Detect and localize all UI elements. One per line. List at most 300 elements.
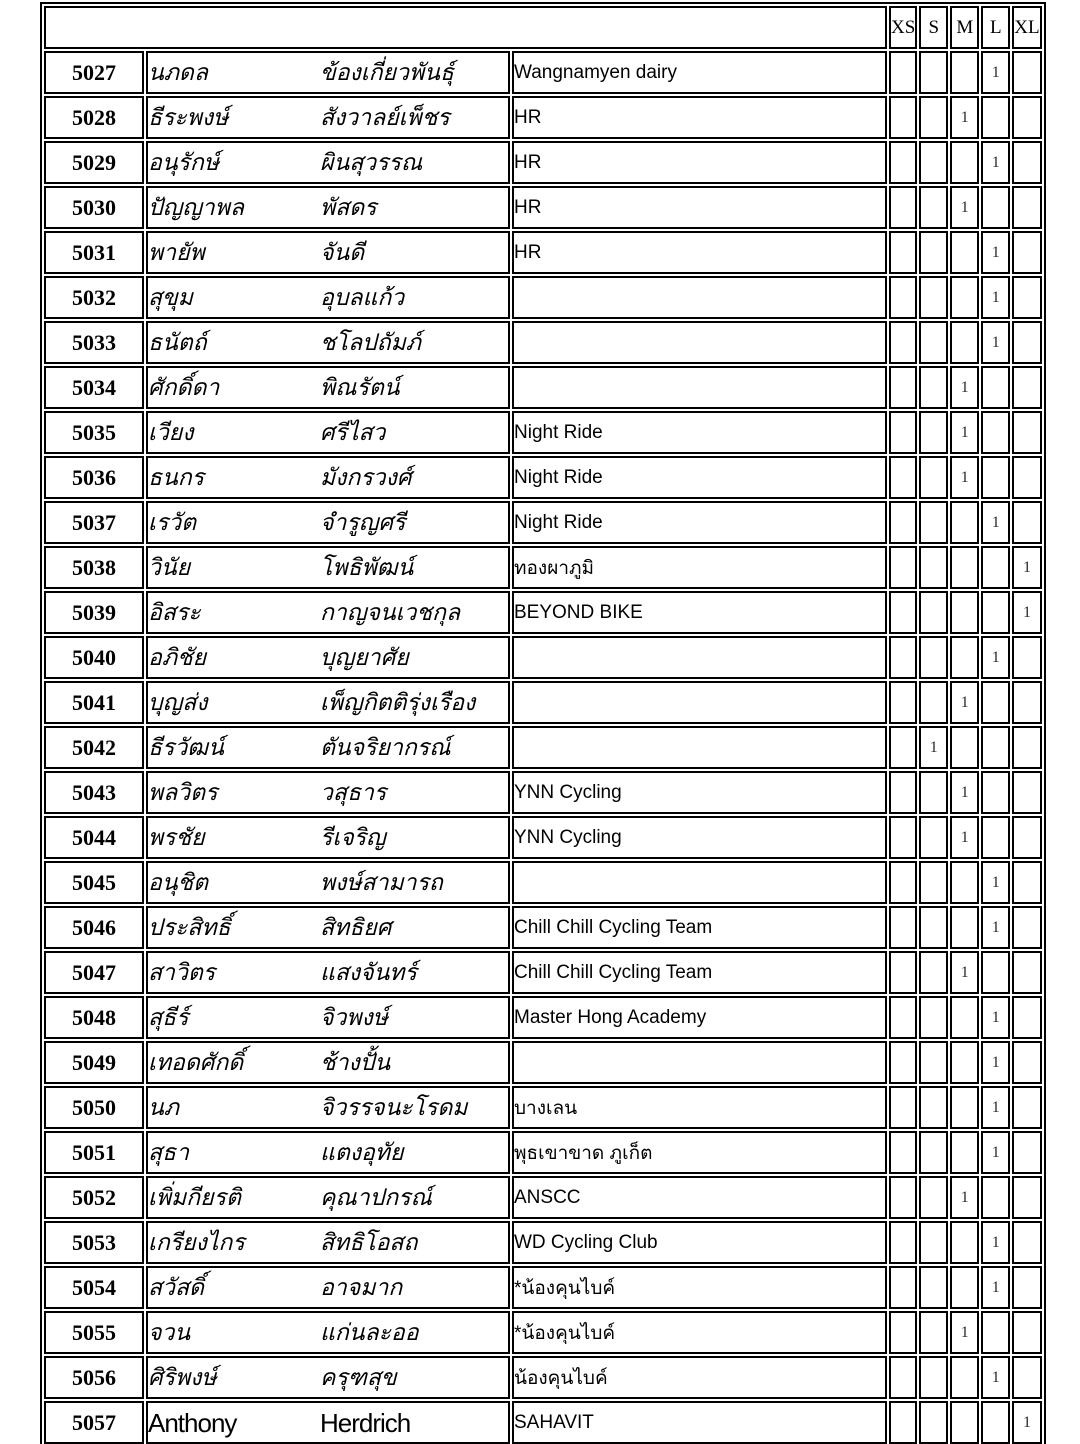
size-cell-l xyxy=(981,186,1010,229)
rider-id: 5037 xyxy=(44,501,144,544)
rider-name xyxy=(146,1356,510,1399)
size-cell-s xyxy=(919,681,948,724)
size-cell-xl xyxy=(1012,276,1041,319)
rider-id: 5050 xyxy=(44,1086,144,1129)
rider-id: 5055 xyxy=(44,1311,144,1354)
team-name: พุธเขาขาด ภูเก็ต xyxy=(512,1131,887,1174)
size-mark-xl: 1 xyxy=(1012,546,1041,589)
size-cell-xl xyxy=(1012,726,1041,769)
last-name: จิวพงษ์ xyxy=(320,1004,388,1030)
last-name: วสุธาร xyxy=(320,779,387,805)
size-cell-s xyxy=(919,816,948,859)
table-row xyxy=(44,1086,1042,1129)
size-column-header-m: M xyxy=(950,6,979,49)
rider-id: 5041 xyxy=(44,681,144,724)
first-name: ศักดิ์ดา xyxy=(148,374,220,400)
last-name: Herdrich xyxy=(320,1407,411,1438)
last-name: มังกรวงศ์ xyxy=(320,464,412,490)
team-name: *น้องคุนไบค์ xyxy=(512,1266,887,1309)
size-cell-s xyxy=(919,366,948,409)
size-cell-s xyxy=(919,1401,948,1444)
team-name: YNN Cycling xyxy=(512,816,887,859)
rider-name xyxy=(146,906,510,949)
size-cell-s xyxy=(919,321,948,364)
size-cell-xs xyxy=(889,501,917,544)
size-cell-m xyxy=(950,321,979,364)
size-cell-m xyxy=(950,996,979,1039)
first-name: อภิชัย xyxy=(148,644,207,670)
rider-name xyxy=(146,996,510,1039)
table-row xyxy=(44,546,1042,589)
size-cell-s xyxy=(919,1086,948,1129)
first-name: สวัสดิ์ xyxy=(148,1274,204,1300)
size-cell-s xyxy=(919,501,948,544)
size-mark-l: 1 xyxy=(981,1356,1010,1399)
team-name: Chill Chill Cycling Team xyxy=(512,951,887,994)
first-name: อนุชิต xyxy=(148,869,209,895)
first-name: ธนัตถ์ xyxy=(148,329,207,355)
size-cell-s xyxy=(919,1176,948,1219)
size-cell-xs xyxy=(889,1131,917,1174)
first-name: ธนกร xyxy=(148,464,205,490)
last-name: ข้องเกี่ยวพันธุ์ xyxy=(320,59,454,85)
team-name: *น้องคุนไบค์ xyxy=(512,1311,887,1354)
registration-table xyxy=(40,2,1046,1444)
table-row xyxy=(44,141,1042,184)
size-mark-m: 1 xyxy=(950,771,979,814)
table-row xyxy=(44,591,1042,634)
rider-id: 5039 xyxy=(44,591,144,634)
size-mark-l: 1 xyxy=(981,141,1010,184)
size-cell-xs xyxy=(889,96,917,139)
size-cell-s xyxy=(919,636,948,679)
rider-id: 5044 xyxy=(44,816,144,859)
rider-id: 5035 xyxy=(44,411,144,454)
team-name: HR xyxy=(512,141,887,184)
team-name xyxy=(512,861,887,904)
size-mark-l: 1 xyxy=(981,1221,1010,1264)
first-name: ศิริพงษ์ xyxy=(148,1364,217,1390)
size-mark-l: 1 xyxy=(981,1131,1010,1174)
table-row xyxy=(44,96,1042,139)
table-row xyxy=(44,366,1042,409)
size-cell-xl xyxy=(1012,186,1041,229)
team-name xyxy=(512,1041,887,1084)
size-cell-l xyxy=(981,771,1010,814)
size-cell-xs xyxy=(889,51,917,94)
size-cell-s xyxy=(919,141,948,184)
header-spacer xyxy=(44,6,887,49)
team-name xyxy=(512,321,887,364)
table-row xyxy=(44,1131,1042,1174)
last-name: พงษ์สามารถ xyxy=(320,869,443,895)
rider-name xyxy=(146,1131,510,1174)
size-cell-xl xyxy=(1012,51,1041,94)
rider-name xyxy=(146,951,510,994)
size-cell-s xyxy=(919,861,948,904)
size-mark-l: 1 xyxy=(981,1086,1010,1129)
rider-name xyxy=(146,681,510,724)
rider-name xyxy=(146,411,510,454)
rider-name xyxy=(146,501,510,544)
size-cell-xs xyxy=(889,456,917,499)
size-cell-xl xyxy=(1012,231,1041,274)
table-row xyxy=(44,996,1042,1039)
team-name: SAHAVIT xyxy=(512,1401,887,1444)
rider-id: 5048 xyxy=(44,996,144,1039)
rider-name xyxy=(146,96,510,139)
size-cell-xs xyxy=(889,906,917,949)
size-cell-xs xyxy=(889,1266,917,1309)
last-name: รีเจริญ xyxy=(320,824,386,850)
size-cell-xl xyxy=(1012,906,1041,949)
size-cell-xl xyxy=(1012,681,1041,724)
size-mark-m: 1 xyxy=(950,96,979,139)
size-mark-m: 1 xyxy=(950,366,979,409)
rider-id: 5032 xyxy=(44,276,144,319)
table-row xyxy=(44,276,1042,319)
size-cell-l xyxy=(981,96,1010,139)
size-cell-xs xyxy=(889,276,917,319)
size-cell-xs xyxy=(889,816,917,859)
table-row xyxy=(44,861,1042,904)
size-mark-xl: 1 xyxy=(1012,591,1041,634)
last-name: แตงอุทัย xyxy=(320,1139,404,1165)
size-cell-xs xyxy=(889,591,917,634)
first-name: พรชัย xyxy=(148,824,205,850)
team-name: HR xyxy=(512,96,887,139)
rider-id: 5038 xyxy=(44,546,144,589)
size-mark-l: 1 xyxy=(981,996,1010,1039)
team-name: HR xyxy=(512,186,887,229)
rider-name xyxy=(146,366,510,409)
size-cell-xs xyxy=(889,1311,917,1354)
rider-id: 5046 xyxy=(44,906,144,949)
rider-id: 5053 xyxy=(44,1221,144,1264)
size-column-header-l: L xyxy=(981,6,1010,49)
rider-id: 5049 xyxy=(44,1041,144,1084)
team-name: YNN Cycling xyxy=(512,771,887,814)
size-cell-m xyxy=(950,636,979,679)
table-row xyxy=(44,1401,1042,1444)
last-name: ตันจริยากรณ์ xyxy=(320,734,451,760)
size-mark-m: 1 xyxy=(950,816,979,859)
first-name: นภดล xyxy=(148,59,208,85)
size-cell-xs xyxy=(889,411,917,454)
size-cell-xl xyxy=(1012,861,1041,904)
size-cell-xs xyxy=(889,726,917,769)
rider-name xyxy=(146,141,510,184)
rider-id: 5027 xyxy=(44,51,144,94)
size-cell-m xyxy=(950,726,979,769)
table-row xyxy=(44,636,1042,679)
rider-name xyxy=(146,771,510,814)
size-mark-l: 1 xyxy=(981,51,1010,94)
team-name xyxy=(512,276,887,319)
size-column-header-xl: XL xyxy=(1012,6,1041,49)
last-name: สังวาลย์เพ็ชร xyxy=(320,104,450,130)
size-cell-l xyxy=(981,726,1010,769)
first-name: พลวิตร xyxy=(148,779,218,805)
team-name: Master Hong Academy xyxy=(512,996,887,1039)
last-name: พิณรัตน์ xyxy=(320,374,400,400)
size-cell-xs xyxy=(889,681,917,724)
rider-id: 5042 xyxy=(44,726,144,769)
size-cell-xl xyxy=(1012,1356,1041,1399)
first-name: บุญส่ง xyxy=(148,689,208,715)
size-cell-xs xyxy=(889,1401,917,1444)
rider-id: 5040 xyxy=(44,636,144,679)
size-cell-m xyxy=(950,1266,979,1309)
team-name: Night Ride xyxy=(512,411,887,454)
size-cell-s xyxy=(919,231,948,274)
team-name: บางเลน xyxy=(512,1086,887,1129)
size-cell-xl xyxy=(1012,321,1041,364)
rider-id: 5029 xyxy=(44,141,144,184)
size-cell-xl xyxy=(1012,951,1041,994)
rider-name xyxy=(146,636,510,679)
size-cell-m xyxy=(950,546,979,589)
size-cell-xl xyxy=(1012,636,1041,679)
size-cell-xl xyxy=(1012,1176,1041,1219)
size-cell-s xyxy=(919,591,948,634)
registration-table-body xyxy=(44,6,1042,1444)
size-cell-l xyxy=(981,366,1010,409)
size-cell-xs xyxy=(889,1176,917,1219)
team-name xyxy=(512,681,887,724)
size-cell-l xyxy=(981,456,1010,499)
team-name xyxy=(512,636,887,679)
first-name: เวียง xyxy=(148,419,194,445)
size-cell-m xyxy=(950,1131,979,1174)
size-mark-l: 1 xyxy=(981,501,1010,544)
size-cell-xs xyxy=(889,231,917,274)
last-name: คุณาปกรณ์ xyxy=(320,1184,432,1210)
size-cell-xl xyxy=(1012,411,1041,454)
last-name: พัสดร xyxy=(320,194,377,220)
size-mark-m: 1 xyxy=(950,411,979,454)
size-cell-xl xyxy=(1012,141,1041,184)
first-name: เพิ่มกียรติ xyxy=(148,1184,241,1210)
table-row xyxy=(44,321,1042,364)
rider-name xyxy=(146,276,510,319)
table-row xyxy=(44,411,1042,454)
size-cell-l xyxy=(981,681,1010,724)
table-row xyxy=(44,906,1042,949)
rider-id: 5051 xyxy=(44,1131,144,1174)
last-name: ชโลปถัมภ์ xyxy=(320,329,421,355)
size-cell-s xyxy=(919,546,948,589)
size-mark-l: 1 xyxy=(981,636,1010,679)
size-cell-xs xyxy=(889,186,917,229)
size-mark-m: 1 xyxy=(950,951,979,994)
size-cell-s xyxy=(919,456,948,499)
size-cell-s xyxy=(919,771,948,814)
size-cell-xl xyxy=(1012,96,1041,139)
rider-name xyxy=(146,1401,510,1444)
size-column-header-xs: XS xyxy=(889,6,917,49)
last-name: แก่นละออ xyxy=(320,1319,419,1345)
table-row xyxy=(44,1176,1042,1219)
size-cell-m xyxy=(950,906,979,949)
team-name: Night Ride xyxy=(512,501,887,544)
rider-name xyxy=(146,591,510,634)
size-mark-m: 1 xyxy=(950,186,979,229)
rider-name xyxy=(146,861,510,904)
size-mark-l: 1 xyxy=(981,1266,1010,1309)
rider-name xyxy=(146,1311,510,1354)
last-name: บุญยาศัย xyxy=(320,644,409,670)
size-cell-m xyxy=(950,141,979,184)
size-column-header-s: S xyxy=(919,6,948,49)
team-name: HR xyxy=(512,231,887,274)
first-name: เทอดศักดิ์ xyxy=(148,1049,244,1075)
rider-id: 5028 xyxy=(44,96,144,139)
size-cell-m xyxy=(950,1356,979,1399)
size-cell-s xyxy=(919,1221,948,1264)
team-name: BEYOND BIKE xyxy=(512,591,887,634)
table-row xyxy=(44,501,1042,544)
size-cell-m xyxy=(950,591,979,634)
team-name: น้องคุนไบค์ xyxy=(512,1356,887,1399)
table-row xyxy=(44,771,1042,814)
size-cell-xl xyxy=(1012,771,1041,814)
rider-id: 5047 xyxy=(44,951,144,994)
last-name: ศรีไสว xyxy=(320,419,386,445)
table-row xyxy=(44,51,1042,94)
size-cell-l xyxy=(981,1311,1010,1354)
table-row xyxy=(44,1311,1042,1354)
first-name: ธีรวัฒน์ xyxy=(148,734,224,760)
last-name: จันดี xyxy=(320,239,365,265)
first-name: อนุรักษ์ xyxy=(148,149,219,175)
last-name: กาญจนเวชกุล xyxy=(320,599,461,625)
size-cell-xs xyxy=(889,951,917,994)
size-cell-xl xyxy=(1012,1131,1041,1174)
size-mark-l: 1 xyxy=(981,861,1010,904)
team-name: Chill Chill Cycling Team xyxy=(512,906,887,949)
team-name: ANSCC xyxy=(512,1176,887,1219)
size-cell-xl xyxy=(1012,996,1041,1039)
rider-name xyxy=(146,321,510,364)
size-cell-xs xyxy=(889,141,917,184)
size-cell-l xyxy=(981,816,1010,859)
size-cell-l xyxy=(981,411,1010,454)
size-mark-m: 1 xyxy=(950,681,979,724)
rider-id: 5036 xyxy=(44,456,144,499)
last-name: แสงจันทร์ xyxy=(320,959,417,985)
size-cell-xs xyxy=(889,861,917,904)
size-cell-s xyxy=(919,1266,948,1309)
size-cell-xs xyxy=(889,1221,917,1264)
team-name xyxy=(512,726,887,769)
team-name: ทองผาภูมิ xyxy=(512,546,887,589)
size-cell-m xyxy=(950,1086,979,1129)
size-cell-l xyxy=(981,546,1010,589)
table-row xyxy=(44,726,1042,769)
size-cell-l xyxy=(981,591,1010,634)
size-cell-xs xyxy=(889,1086,917,1129)
first-name: ปัญญาพล xyxy=(148,194,244,220)
size-cell-xl xyxy=(1012,1221,1041,1264)
size-mark-l: 1 xyxy=(981,276,1010,319)
rider-name xyxy=(146,1221,510,1264)
rider-id: 5052 xyxy=(44,1176,144,1219)
size-cell-s xyxy=(919,1356,948,1399)
first-name: พายัพ xyxy=(148,239,205,265)
rider-name xyxy=(146,186,510,229)
size-cell-m xyxy=(950,1221,979,1264)
size-cell-m xyxy=(950,1041,979,1084)
first-name: ธีระพงษ์ xyxy=(148,104,229,130)
size-cell-l xyxy=(981,1176,1010,1219)
size-mark-m: 1 xyxy=(950,456,979,499)
size-cell-xl xyxy=(1012,1266,1041,1309)
last-name: สิทธิยศ xyxy=(320,914,392,940)
last-name: ช้างปั้น xyxy=(320,1049,391,1075)
last-name: ผินสุวรรณ xyxy=(320,149,423,175)
rider-id: 5030 xyxy=(44,186,144,229)
size-cell-s xyxy=(919,276,948,319)
size-mark-m: 1 xyxy=(950,1311,979,1354)
size-mark-s: 1 xyxy=(919,726,948,769)
size-cell-s xyxy=(919,186,948,229)
size-cell-l xyxy=(981,951,1010,994)
size-mark-l: 1 xyxy=(981,231,1010,274)
size-cell-xl xyxy=(1012,816,1041,859)
size-cell-xs xyxy=(889,771,917,814)
rider-name xyxy=(146,1266,510,1309)
size-mark-l: 1 xyxy=(981,906,1010,949)
last-name: อุบลแก้ว xyxy=(320,284,405,310)
last-name: อาจมาก xyxy=(320,1274,403,1300)
first-name: วินัย xyxy=(148,554,191,580)
size-cell-m xyxy=(950,276,979,319)
rider-id: 5045 xyxy=(44,861,144,904)
size-cell-m xyxy=(950,861,979,904)
table-row xyxy=(44,951,1042,994)
table-row xyxy=(44,1041,1042,1084)
rider-id: 5031 xyxy=(44,231,144,274)
rider-name xyxy=(146,456,510,499)
team-name: Wangnamyen dairy xyxy=(512,51,887,94)
last-name: จำรูญศรี xyxy=(320,509,406,535)
table-row xyxy=(44,1356,1042,1399)
first-name: สาวิตร xyxy=(148,959,216,985)
size-cell-s xyxy=(919,951,948,994)
size-cell-s xyxy=(919,906,948,949)
size-cell-xl xyxy=(1012,366,1041,409)
size-cell-xl xyxy=(1012,1311,1041,1354)
size-mark-xl: 1 xyxy=(1012,1401,1041,1444)
first-name: ประสิทธิ์ xyxy=(148,914,231,940)
size-cell-s xyxy=(919,1041,948,1084)
table-row xyxy=(44,186,1042,229)
rider-name xyxy=(146,1086,510,1129)
team-name: Night Ride xyxy=(512,456,887,499)
table-row xyxy=(44,1221,1042,1264)
size-cell-xs xyxy=(889,321,917,364)
size-cell-xl xyxy=(1012,1086,1041,1129)
last-name: โพธิพัฒน์ xyxy=(320,554,414,580)
size-cell-m xyxy=(950,51,979,94)
team-name: WD Cycling Club xyxy=(512,1221,887,1264)
rider-name xyxy=(146,231,510,274)
size-cell-xs xyxy=(889,636,917,679)
size-cell-xs xyxy=(889,1041,917,1084)
rider-name xyxy=(146,816,510,859)
size-cell-l xyxy=(981,1401,1010,1444)
